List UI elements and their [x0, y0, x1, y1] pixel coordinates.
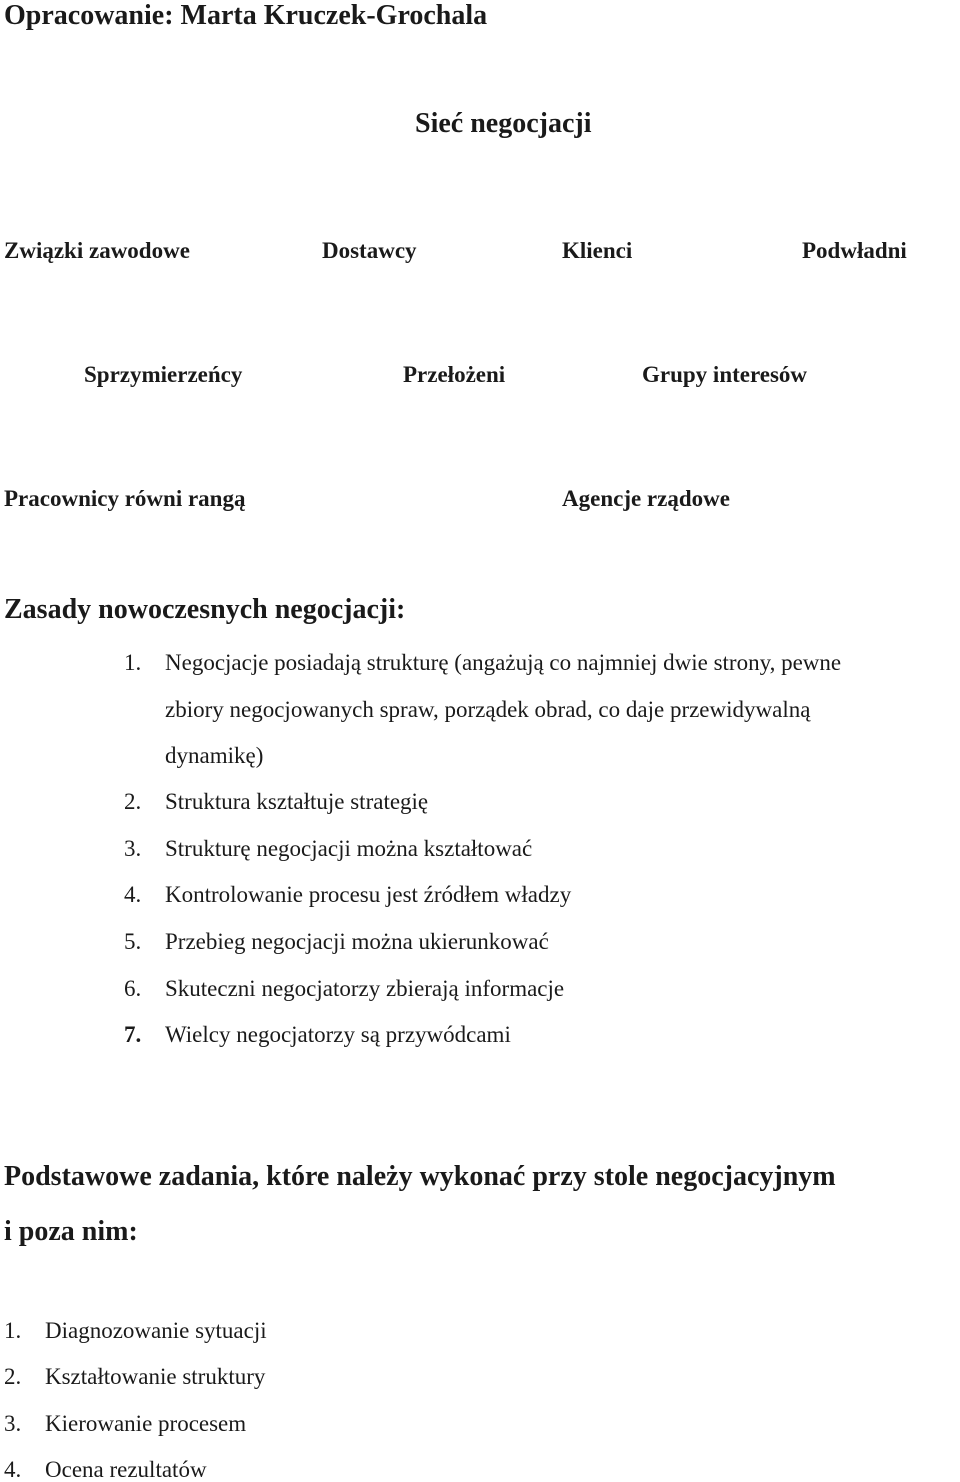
list-number: 3. — [4, 1411, 22, 1436]
network-item-subordinates: Podwładni — [802, 238, 907, 263]
list-text: Diagnozowanie sytuacji — [45, 1318, 267, 1343]
list-text: Strukturę negocjacji można kształtować — [165, 836, 533, 861]
list-text: Kierowanie procesem — [45, 1411, 247, 1436]
network-item-government-agencies: Agencje rządowe — [562, 486, 730, 511]
list-text: Kształtowanie struktury — [45, 1364, 266, 1389]
author-line: Opracowanie: Marta Kruczek-Grochala — [4, 0, 488, 31]
network-item-allies: Sprzymierzeńcy — [84, 362, 243, 387]
list-text: Ocena rezultatów — [45, 1457, 207, 1482]
list-number: 3. — [124, 836, 142, 861]
network-item-suppliers: Dostawcy — [322, 238, 417, 263]
network-item-unions: Związki zawodowe — [4, 238, 190, 263]
list-text: Wielcy negocjatorzy są przywódcami — [165, 1022, 511, 1047]
network-item-interest-groups: Grupy interesów — [642, 362, 808, 387]
list-number: 2. — [4, 1364, 22, 1389]
list-number: 1. — [4, 1318, 22, 1343]
list-number: 5. — [124, 929, 142, 954]
network-item-peers: Pracownicy równi rangą — [4, 486, 246, 511]
list-text: Negocjacje posiadają strukturę (angażują co najmniej dwie strony, pewne — [165, 650, 842, 675]
list-text: dynamikę) — [165, 743, 264, 768]
list-number: 7. — [124, 1022, 142, 1047]
list-number: 4. — [4, 1457, 22, 1482]
list-number: 6. — [124, 976, 142, 1001]
network-item-clients: Klienci — [562, 238, 633, 263]
list-number: 4. — [124, 882, 142, 907]
principles-title: Zasady nowoczesnych negocjacji: — [4, 594, 406, 625]
list-text: zbiory negocjowanych spraw, porządek obrad, co daje przewidywalną — [165, 697, 811, 722]
list-text: Skuteczni negocjatorzy zbierają informacje — [165, 976, 565, 1001]
list-text: Kontrolowanie procesu jest źródłem władzy — [165, 882, 572, 907]
list-number: 2. — [124, 789, 142, 814]
list-number: 1. — [124, 650, 142, 675]
list-text: Struktura kształtuje strategię — [165, 789, 429, 814]
tasks-title-line-2: i poza nim: — [4, 1216, 138, 1247]
list-text: Przebieg negocjacji można ukierunkować — [165, 929, 549, 954]
network-item-superiors: Przełożeni — [403, 362, 506, 387]
tasks-title-line-1: Podstawowe zadania, które należy wykonać przy stole negocjacyjnym — [4, 1161, 836, 1192]
network-title: Sieć negocjacji — [415, 108, 592, 139]
